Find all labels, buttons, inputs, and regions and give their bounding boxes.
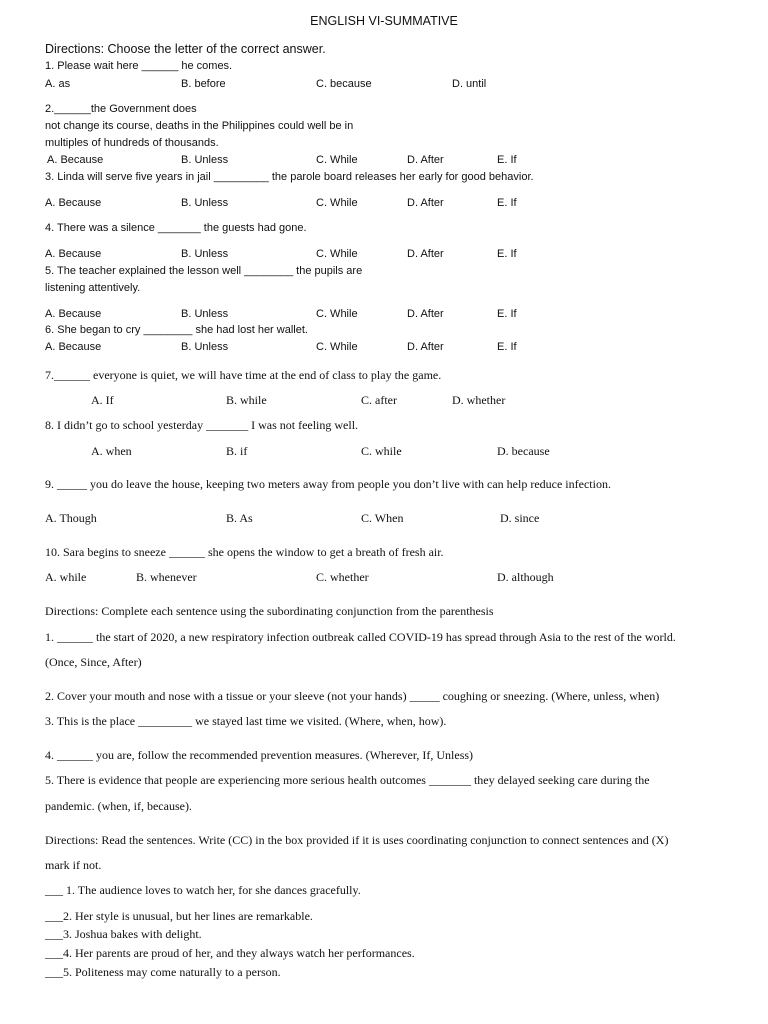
question-6: 6. She began to cry ________ she had lost her wallet. [45,324,308,336]
option-a: A. Because [47,154,104,166]
option-d: D. whether [452,393,506,407]
option-c: C. When [361,511,404,525]
fill-in-item-3: 3. This is the place _________ we stayed last time we visited. (Where, when, how). [45,714,447,728]
question-8: 8. I didn’t go to school yesterday _______ I was not feeling well. [45,418,359,432]
option-a: A. Because [45,197,102,209]
check-item-5: ___5. Politeness may come naturally to a person. [45,965,281,979]
option-d: D. After [407,248,444,260]
option-b: B. Unless [181,308,229,320]
question-4: 4. There was a silence _______ the guests had gone. [45,222,307,234]
question-5-line-1: 5. The teacher explained the lesson well ________ the pupils are [45,265,363,277]
directions-fill-in: Directions: Complete each sentence using the subordinating conjunction from the parenthesis [45,604,494,618]
option-d: D. After [407,308,444,320]
option-c: C. While [316,308,358,320]
fill-in-item-4: 4. ______ you are, follow the recommended prevention measures. (Wherever, If, Unless) [45,748,474,762]
option-d: D. until [452,78,487,90]
option-e: E. If [497,248,517,260]
option-e: E. If [497,197,517,209]
question-9: 9. _____ you do leave the house, keeping two meters away from people you don’t live with can help reduce infection. [45,477,611,491]
question-2-line-2: not change its course, deaths in the Philippines could well be in [45,120,354,132]
option-a: A. If [91,393,114,407]
check-item-2: ___2. Her style is unusual, but her lines are remarkable. [45,909,313,923]
option-b: B. while [226,393,267,407]
option-e: E. If [497,341,517,353]
option-e: E. If [497,308,517,320]
option-d: D. since [500,511,540,525]
option-c: C. While [316,197,358,209]
option-d: D. After [407,197,444,209]
option-c: C. while [361,444,402,458]
question-10: 10. Sara begins to sneeze ______ she opens the window to get a breath of fresh air. [45,545,444,559]
option-a: A. as [45,78,71,90]
fill-in-item-5-cont: pandemic. (when, if, because). [45,799,192,813]
option-a: A. while [45,570,87,584]
option-b: B. whenever [136,570,197,584]
check-item-4: ___4. Her parents are proud of her, and they always watch her performances. [45,946,415,960]
option-a: A. Because [45,341,102,353]
fill-in-item-1: 1. ______ the start of 2020, a new respiratory infection outbreak called COVID-19 has spread through Asia to the rest of the world. [45,630,676,644]
check-item-1: ___ 1. The audience loves to watch her, for she dances gracefully. [45,883,361,897]
option-c: C. While [316,341,358,353]
option-b: B. before [181,78,226,90]
option-c: C. after [361,393,397,407]
option-d: D. After [407,341,444,353]
option-b: B. Unless [181,154,229,166]
option-a: A. Because [45,308,102,320]
question-2-line-1: 2.______the Government does [45,103,197,115]
check-item-3: ___3. Joshua bakes with delight. [45,927,202,941]
directions-conjunction-check-2: mark if not. [45,858,102,872]
question-2-line-3: multiples of hundreds of thousands. [45,137,219,149]
option-b: B. Unless [181,341,229,353]
option-a: A. Because [45,248,102,260]
question-3: 3. Linda will serve five years in jail _________ the parole board releases her early for good behavior. [45,171,534,183]
option-c: C. While [316,248,358,260]
option-a: A. Though [45,511,97,525]
option-c: C. because [316,78,372,90]
question-5-line-2: listening attentively. [45,282,141,294]
option-b: B. Unless [181,197,229,209]
option-a: A. when [91,444,132,458]
option-c: C. whether [316,570,369,584]
question-1: 1. Please wait here ______ he comes. [45,60,233,72]
option-c: C. While [316,154,358,166]
option-d: D. although [497,570,554,584]
option-d: D. because [497,444,550,458]
question-7: 7.______ everyone is quiet, we will have time at the end of class to play the game. [45,368,442,382]
directions-multiple-choice: Directions: Choose the letter of the correct answer. [45,42,326,56]
option-b: B. if [226,444,248,458]
fill-in-item-1-choices: (Once, Since, After) [45,655,142,669]
fill-in-item-2: 2. Cover your mouth and nose with a tissue or your sleeve (not your hands) _____ coughing or sneezing. (Where, unless, when) [45,689,660,703]
fill-in-item-5: 5. There is evidence that people are experiencing more serious health outcomes _______ they delayed seeking care during the [45,773,650,787]
directions-conjunction-check-1: Directions: Read the sentences. Write (CC) in the box provided if it is uses coordinating conjunction to connect sentences and (X) [45,833,669,847]
option-d: D. After [407,154,444,166]
option-b: B. Unless [181,248,229,260]
option-e: E. If [497,154,517,166]
page-title: ENGLISH VI-SUMMATIVE [310,14,458,28]
option-b: B. As [226,511,253,525]
